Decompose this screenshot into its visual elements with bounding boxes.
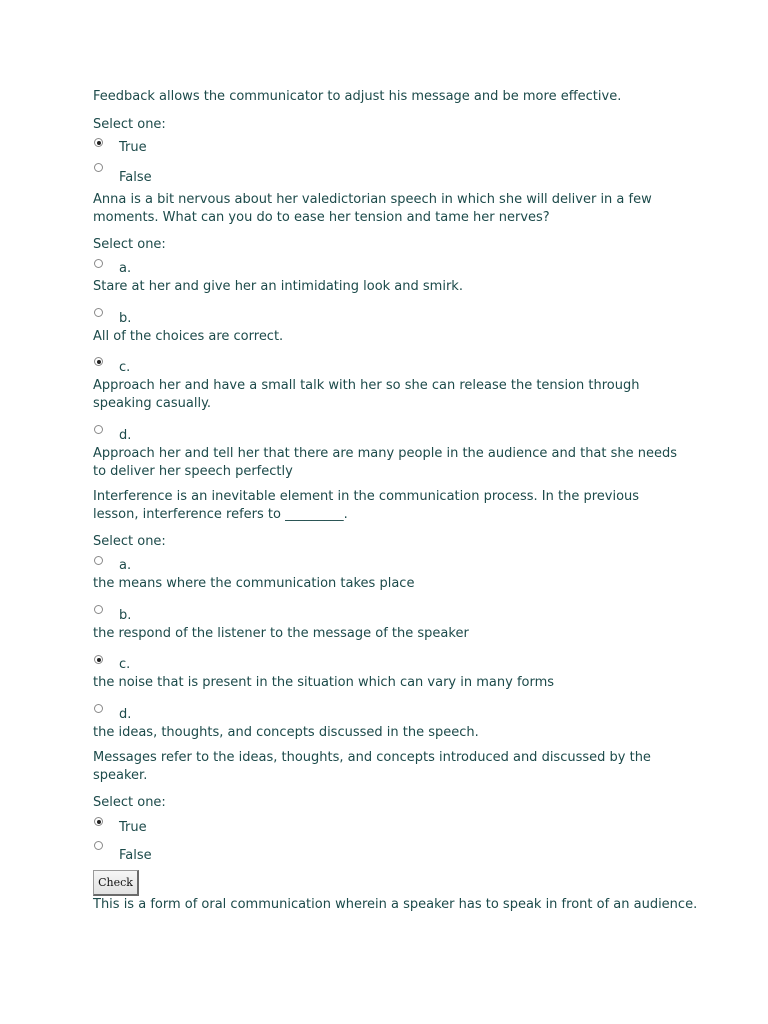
question-4-radio-false[interactable] <box>94 841 103 850</box>
question-3-option-d-letter: d. <box>119 707 132 722</box>
question-5-text: This is a form of oral communication wherein a speaker has to speak in front of an audience. <box>93 897 698 912</box>
question-3-option-c-text: the noise that is present in the situation which can vary in many forms <box>93 675 555 690</box>
question-2-select-label: Select one: <box>93 237 166 252</box>
question-2-option-a-text: Stare at her and give her an intimidating look and smirk. <box>93 279 463 294</box>
question-2-radio-d[interactable] <box>94 425 103 434</box>
question-1-select-label: Select one: <box>93 117 166 132</box>
question-4-radio-true[interactable] <box>94 817 103 826</box>
question-2-option-d-letter: d. <box>119 428 132 443</box>
question-1-option-true-label: True <box>119 140 147 155</box>
question-2-option-b-text: All of the choices are correct. <box>93 329 284 344</box>
question-3-option-b-letter: b. <box>119 608 132 623</box>
question-2-option-a-letter: a. <box>119 261 132 276</box>
question-1-option-false-label: False <box>119 170 152 185</box>
question-2-text: Anna is a bit nervous about her valedictorian speech in which she will deliver in a few moments. What can you do to ease her tension and tame her nerves? <box>93 192 652 225</box>
question-3-radio-b[interactable] <box>94 605 103 614</box>
question-3-option-a-text: the means where the communication takes place <box>93 576 415 591</box>
question-3-text: Interference is an inevitable element in the communication process. In the previous lesson, interference refers to _________. <box>93 489 640 522</box>
question-1-radio-true[interactable] <box>94 138 103 147</box>
question-2-option-c-letter: c. <box>119 360 131 375</box>
question-3-option-a-letter: a. <box>119 558 132 573</box>
question-4-option-true-label: True <box>119 820 147 835</box>
question-1-text: Feedback allows the communicator to adjust his message and be more effective. <box>93 89 622 104</box>
question-3-radio-c[interactable] <box>94 655 103 664</box>
question-3-radio-a[interactable] <box>94 556 103 565</box>
question-3-option-d-text: the ideas, thoughts, and concepts discussed in the speech. <box>93 725 479 740</box>
question-2-radio-c[interactable] <box>94 357 103 366</box>
check-button[interactable]: Check <box>93 870 139 896</box>
question-4-option-false-label: False <box>119 848 152 863</box>
question-2-radio-b[interactable] <box>94 308 103 317</box>
question-3-option-c-letter: c. <box>119 657 131 672</box>
question-2-option-b-letter: b. <box>119 311 132 326</box>
question-2-option-d-text: Approach her and tell her that there are many people in the audience and that she needs to deliver her speech perfectly <box>93 446 678 479</box>
question-3-select-label: Select one: <box>93 534 166 549</box>
question-2-option-c-text: Approach her and have a small talk with her so she can release the tension through speaking casually. <box>93 378 640 411</box>
question-4-select-label: Select one: <box>93 795 166 810</box>
question-3-option-b-text: the respond of the listener to the message of the speaker <box>93 626 469 641</box>
question-3-radio-d[interactable] <box>94 704 103 713</box>
question-1-radio-false[interactable] <box>94 163 103 172</box>
question-4-text: Messages refer to the ideas, thoughts, and concepts introduced and discussed by the speaker. <box>93 750 651 783</box>
question-2-radio-a[interactable] <box>94 259 103 268</box>
